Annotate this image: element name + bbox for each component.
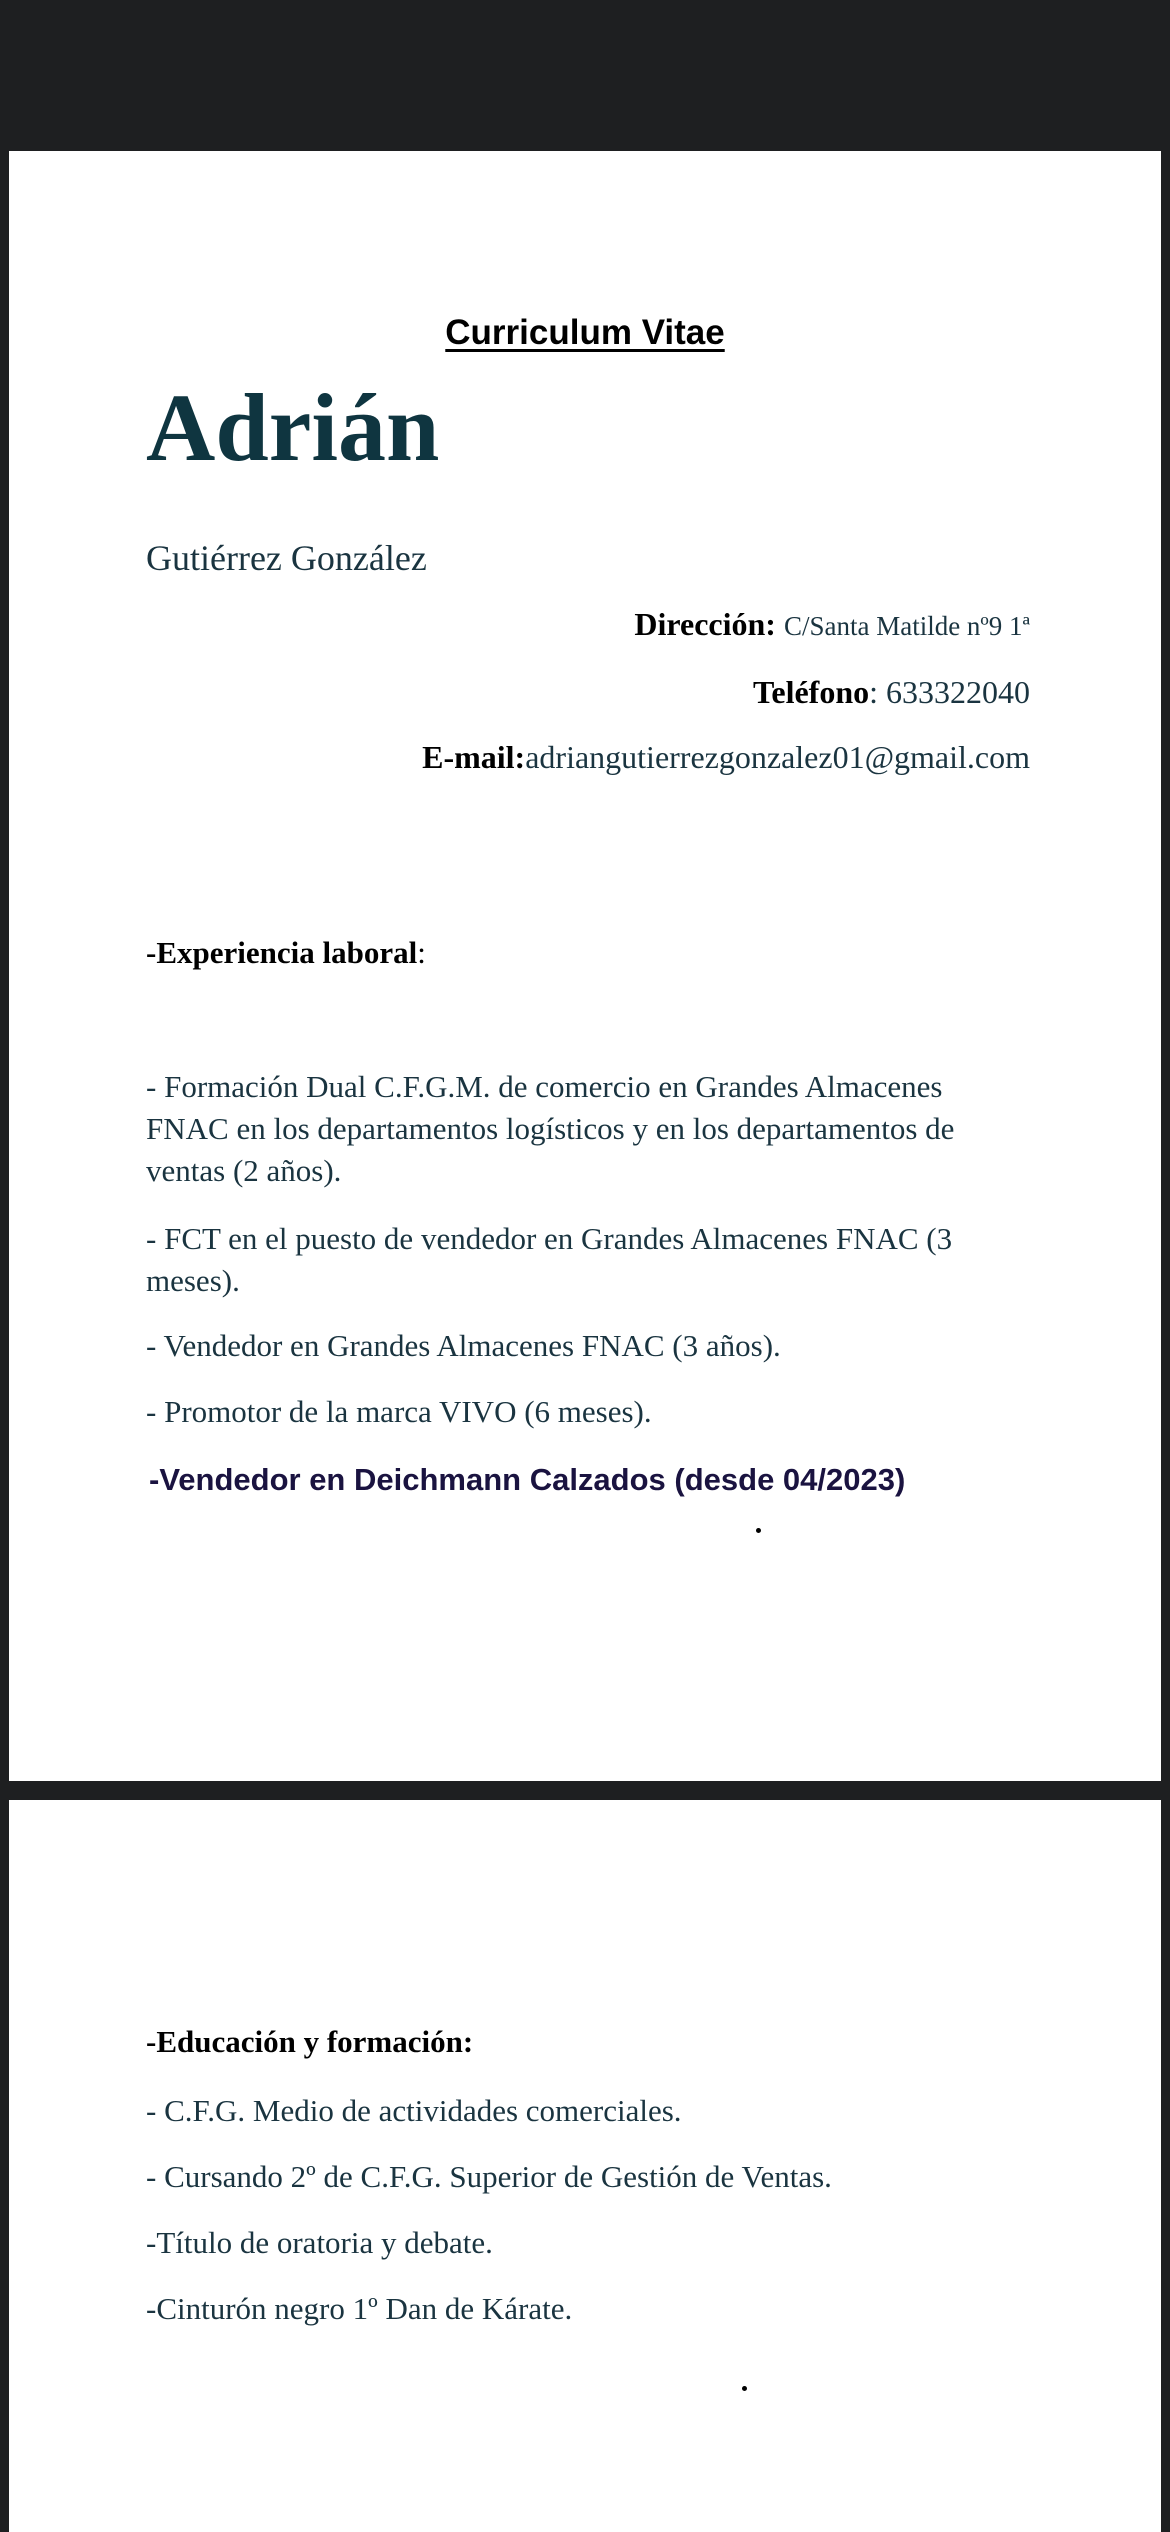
education-heading-text: -Educación y formación: <box>146 2024 474 2059</box>
experience-item: - Vendedor en Grandes Almacenes FNAC (3 años). <box>146 1328 781 1363</box>
experience-item: - Promotor de la marca VIVO (6 meses). <box>146 1394 652 1429</box>
experience-heading-text: -Experiencia laboral <box>146 935 418 970</box>
experience-heading <box>146 935 426 971</box>
education-item: - C.F.G. Medio de actividades comerciales. <box>146 2093 682 2128</box>
education-item: -Cinturón negro 1º Dan de Kárate. <box>146 2291 573 2326</box>
education-item: -Título de oratoria y debate. <box>146 2225 493 2260</box>
experience-item: - FCT en el puesto de vendedor en Grandes Almacenes FNAC (3 meses). <box>146 1221 953 1298</box>
education-heading <box>146 2024 473 2060</box>
stray-dot <box>742 2386 747 2391</box>
phone-separator: : <box>869 674 878 710</box>
stray-dot <box>756 1528 761 1533</box>
document-title: Curriculum Vitae <box>445 313 725 352</box>
education-item: - Cursando 2º de C.F.G. Superior de Gestión de Ventas. <box>146 2159 832 2194</box>
email-value: adriangutierrezgonzalez01@gmail.com <box>525 739 1030 775</box>
email-label: E-mail: <box>422 739 526 775</box>
address-value: C/Santa Matilde nº9 1ª <box>783 611 1030 641</box>
phone-value: 633322040 <box>886 674 1030 710</box>
page-1 <box>9 151 1161 1781</box>
address-line <box>634 606 1030 643</box>
experience-highlight-item: -Vendedor en Deichmann Calzados (desde 04/2023) <box>149 1462 906 1497</box>
email-line <box>422 739 1030 776</box>
address-label: Dirección: <box>634 606 776 642</box>
first-name: Adrián <box>146 374 440 481</box>
experience-heading-suffix: : <box>417 935 426 970</box>
experience-item: - Formación Dual C.F.G.M. de comercio en Grandes Almacenes FNAC en los departamentos logísticos y en los departamentos de ventas (2 años). <box>146 1069 955 1188</box>
phone-line <box>753 674 1030 711</box>
last-name: Gutiérrez González <box>146 538 427 578</box>
page-2 <box>9 1800 1161 2532</box>
phone-label: Teléfono <box>752 674 870 710</box>
